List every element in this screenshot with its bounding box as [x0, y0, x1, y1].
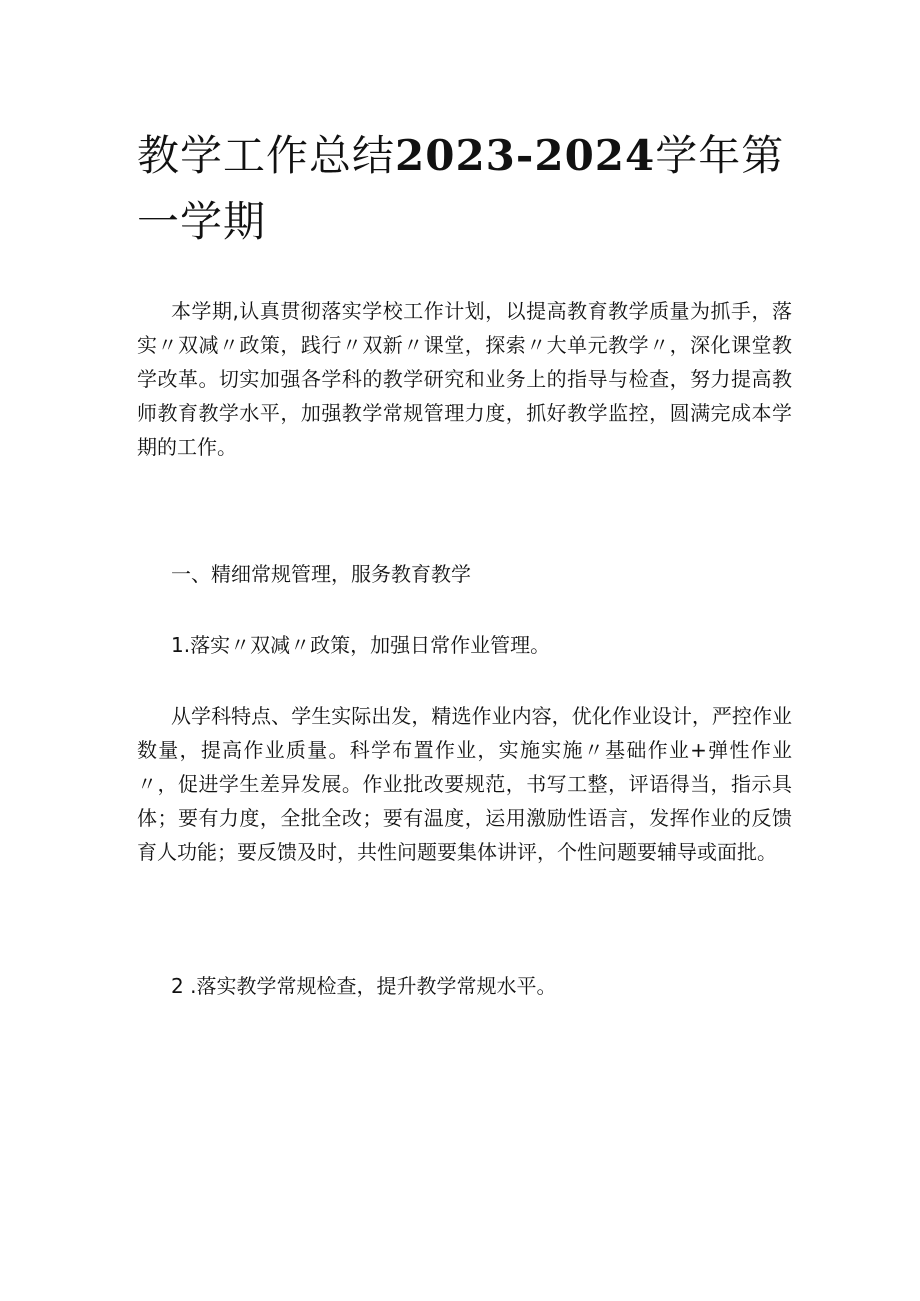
- document-title: [137, 123, 797, 255]
- title-year: 2023-2024: [395, 131, 656, 180]
- item-heading-1: 1.落实〃双减〃政策，加强日常作业管理。: [171, 633, 551, 657]
- title-suffix: 学年第一学期: [137, 131, 785, 246]
- intro-paragraph: 本学期,认真贯彻落实学校工作计划，以提高教育教学质量为抓手，落实〃双减〃政策，践行〃双新〃课堂，探索〃大单元教学〃，深化课堂教学改革。切实加强各学科的教学研究和业务上的指导与检查，努力提高教师教育教学水平，加强教学常规管理力度，抓好教学监控，圆满完成本学期的工作。: [137, 299, 792, 459]
- item-heading-2: 2 .落实教学常规检查，提升教学常规水平。: [171, 974, 557, 998]
- section-heading: 一、精细常规管理，服务教育教学: [171, 562, 471, 586]
- homework-paragraph: 从学科特点、学生实际出发，精选作业内容，优化作业设计，严控作业数量，提高作业质量。科学布置作业，实施实施〃基础作业+弹性作业〃，促进学生差异发展。作业批改要规范，书写工整，评语得当，指示具体；要有力度，全批全改；要有温度，运用激励性语言，发挥作业的反馈育人功能；要反馈及时，共性问题要集体讲评，个性问题要辅导或面批。: [137, 704, 792, 864]
- title-prefix: 教学工作总结: [137, 131, 396, 180]
